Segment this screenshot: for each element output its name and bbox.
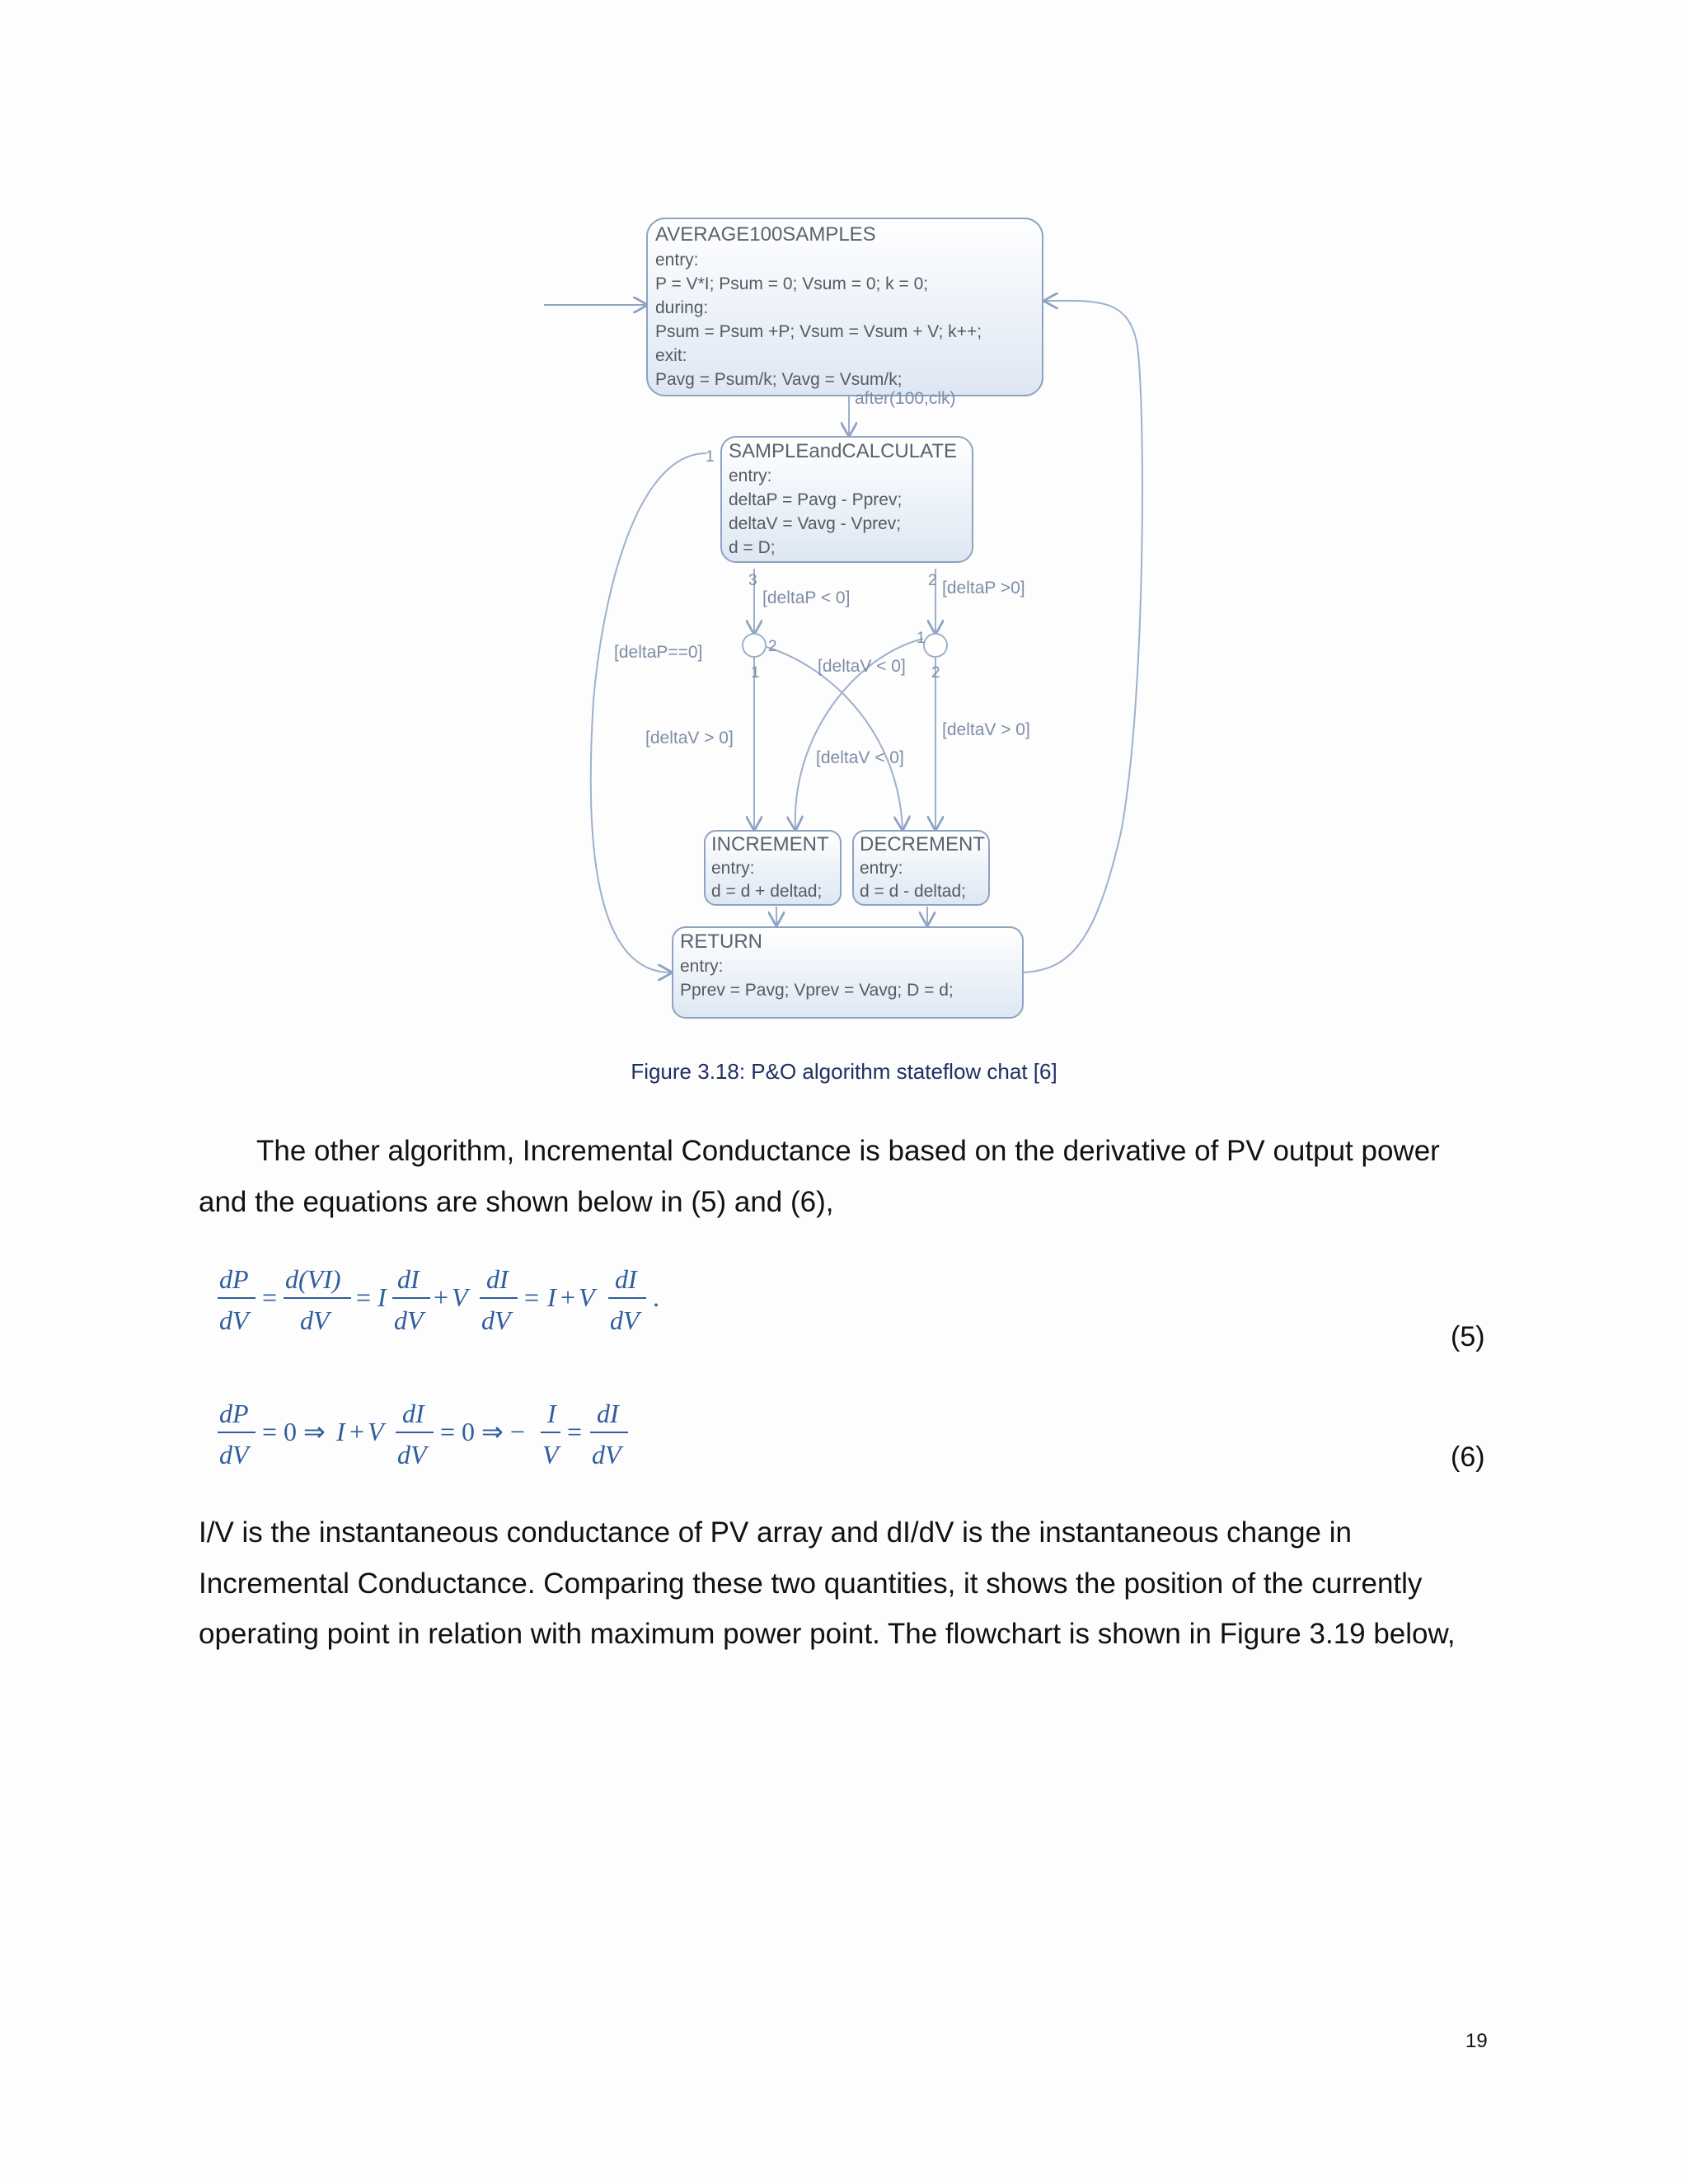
- svg-text:I: I: [547, 1282, 556, 1312]
- transition-deltap-eq0: [591, 453, 706, 972]
- svg-text:dV: dV: [481, 1305, 511, 1335]
- junction-left: [743, 634, 766, 657]
- svg-text:=: =: [524, 1282, 540, 1312]
- label-deltap-gt0: [deltaP >0]: [942, 579, 1025, 598]
- junction-right: [924, 634, 947, 657]
- state-title: AVERAGE100SAMPLES: [655, 223, 876, 246]
- svg-text:V: V: [579, 1282, 595, 1312]
- label-deltav-lt0-lower: [deltaV < 0]: [816, 748, 904, 767]
- state-title: RETURN: [680, 930, 762, 953]
- svg-text:.: .: [653, 1282, 659, 1312]
- svg-text:+: +: [560, 1282, 576, 1312]
- figure-caption: Figure 3.18: P&O algorithm stateflow chat [6]: [631, 1059, 1057, 1084]
- state-line: P = V*I; Psum = 0; Vsum = 0; k = 0;: [655, 274, 929, 293]
- state-title: INCREMENT: [711, 833, 829, 855]
- svg-text:dP: dP: [219, 1399, 249, 1428]
- svg-text:dI: dI: [397, 1264, 420, 1294]
- svg-text:dV: dV: [397, 1440, 427, 1469]
- state-line: entry:: [655, 251, 699, 269]
- svg-text:= 0 ⇒ −: = 0 ⇒ −: [440, 1417, 525, 1446]
- order-number: 3: [748, 572, 757, 589]
- svg-text:V: V: [542, 1440, 559, 1469]
- svg-text:= 0 ⇒: = 0 ⇒: [262, 1417, 326, 1446]
- state-line: d = D;: [729, 538, 776, 557]
- state-line: d = d + deltad;: [711, 882, 823, 901]
- svg-text:=: =: [262, 1282, 278, 1312]
- svg-text:dP: dP: [219, 1264, 249, 1294]
- order-number: 2: [931, 664, 940, 682]
- state-line: entry:: [729, 466, 772, 485]
- svg-text:I: I: [336, 1417, 345, 1446]
- state-line: entry:: [711, 859, 755, 878]
- svg-text:d(VI): d(VI): [285, 1264, 341, 1294]
- order-number: 2: [928, 572, 937, 589]
- state-title: SAMPLEandCALCULATE: [729, 440, 958, 462]
- body-paragraph: I/V is the instantaneous conductance of PV array and dI/dV is the instantaneous change in Incremental Conductance. Comparing these two quantities, it shows the position of the currently operating point in relation with maximum power point. The flowchart is shown in Figure 3.19 below,: [199, 1516, 1456, 1650]
- state-sampleandcalculate: [721, 437, 973, 562]
- order-number: 2: [768, 638, 777, 655]
- svg-text:dV: dV: [610, 1305, 640, 1335]
- state-increment: [705, 831, 841, 905]
- svg-text:dV: dV: [592, 1440, 621, 1469]
- svg-text:=: =: [356, 1282, 372, 1312]
- state-line: during:: [655, 298, 709, 317]
- state-title: DECREMENT: [860, 833, 986, 855]
- label-left-deltav-gt0: [deltaV > 0]: [645, 729, 734, 748]
- svg-text:+: +: [434, 1282, 449, 1312]
- label-after: after(100,clk): [855, 389, 956, 408]
- state-decrement: [853, 831, 989, 905]
- svg-text:dI: dI: [597, 1399, 619, 1428]
- label-deltap-lt0: [deltaP < 0]: [762, 588, 851, 607]
- svg-text:+: +: [349, 1417, 365, 1446]
- transition-return-to-average: [1022, 301, 1142, 972]
- state-line: deltaV = Vavg - Vprev;: [729, 514, 902, 533]
- body-paragraph: The other algorithm, Incremental Conductance is based on the derivative of PV output power and the equations are shown below in (5) and (6),: [199, 1135, 1440, 1218]
- svg-text:dV: dV: [300, 1305, 330, 1335]
- svg-text:dV: dV: [394, 1305, 424, 1335]
- label-right-deltav-gt0: [deltaV > 0]: [942, 720, 1030, 739]
- state-average100samples: [647, 218, 1043, 396]
- state-line: entry:: [860, 859, 903, 878]
- svg-text:I: I: [547, 1399, 556, 1428]
- svg-text:dV: dV: [219, 1440, 249, 1469]
- order-number: 1: [706, 448, 715, 466]
- state-line: Pprev = Pavg; Vprev = Vavg; D = d;: [680, 981, 954, 1000]
- svg-text:dI: dI: [486, 1264, 509, 1294]
- stateflow-diagram: [544, 206, 1154, 1047]
- state-line: exit:: [655, 346, 687, 365]
- state-return: [673, 927, 1023, 1018]
- order-number: 1: [917, 630, 926, 647]
- svg-text:V: V: [368, 1417, 384, 1446]
- svg-text:V: V: [452, 1282, 468, 1312]
- equation-6-number: (6): [1451, 1441, 1485, 1473]
- svg-text:dI: dI: [615, 1264, 637, 1294]
- state-line: entry:: [680, 957, 724, 976]
- equation-5-number: (5): [1451, 1321, 1485, 1352]
- state-line: deltaP = Pavg - Pprev;: [729, 490, 903, 509]
- state-line: d = d - deltad;: [860, 882, 967, 901]
- state-line: Pavg = Psum/k; Vavg = Vsum/k;: [655, 370, 903, 389]
- svg-text:=: =: [567, 1417, 583, 1446]
- equation-6: [214, 1393, 659, 1488]
- page-number: 19: [1465, 2030, 1488, 2052]
- state-line: Psum = Psum +P; Vsum = Vsum + V; k++;: [655, 322, 982, 341]
- stateflow-figure: [544, 206, 1154, 1047]
- order-number: 1: [751, 664, 760, 682]
- label-deltap-eq0: [deltaP==0]: [614, 643, 703, 662]
- svg-text:dV: dV: [219, 1305, 249, 1335]
- svg-text:dI: dI: [402, 1399, 424, 1428]
- svg-text:I: I: [377, 1282, 387, 1312]
- equation-5: [214, 1257, 676, 1352]
- label-deltav-lt0-upper: [deltaV < 0]: [818, 657, 906, 676]
